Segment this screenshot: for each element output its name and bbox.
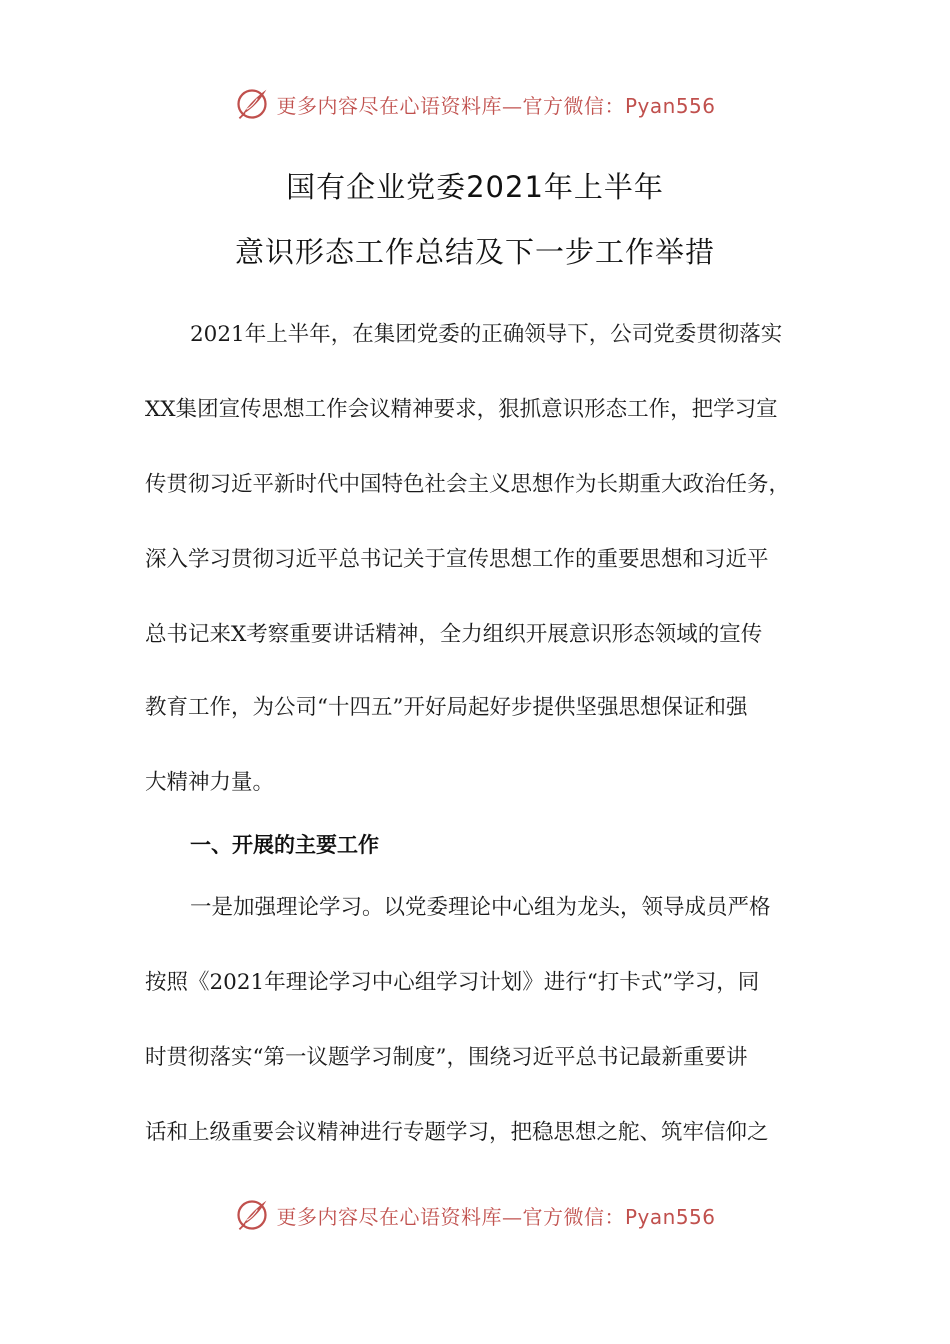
watermark-wechat-id: Pyan556 bbox=[624, 1204, 716, 1229]
paragraph-line: 按照《2021年理论学习中心组学习计划》进行“打卡式”学习，同 bbox=[145, 970, 760, 995]
document-title-line-1: 国有企业党委2021年上半年 bbox=[286, 170, 664, 204]
header-watermark bbox=[0, 82, 950, 126]
paragraph-line: 时贯彻落实“第一议题学习制度”，围绕习近平总书记最新重要讲 bbox=[145, 1045, 748, 1070]
watermark-text: 更多内容尽在心语资料库—官方微信：Pyan556 bbox=[276, 1204, 716, 1229]
quill-pen-logo-icon bbox=[234, 86, 270, 122]
paragraph-line: XX集团宣传思想工作会议精神要求，狠抓意识形态工作，把学习宣 bbox=[145, 397, 778, 422]
paragraph-line: 话和上级重要会议精神进行专题学习，把稳思想之舵、筑牢信仰之 bbox=[145, 1120, 769, 1145]
watermark-wechat-id: Pyan556 bbox=[624, 93, 716, 118]
paragraph-line: 传贯彻习近平新时代中国特色社会主义思想作为长期重大政治任务， bbox=[145, 472, 791, 497]
watermark-text: 更多内容尽在心语资料库—官方微信：Pyan556 bbox=[276, 93, 716, 118]
section-heading: 一、开展的主要工作 bbox=[190, 833, 379, 857]
paragraph-line: 深入学习贯彻习近平总书记关于宣传思想工作的重要思想和习近平 bbox=[145, 547, 769, 572]
paragraph-line: 大精神力量。 bbox=[145, 770, 275, 795]
paragraph-line: 2021年上半年，在集团党委的正确领导下，公司党委贯彻落实 bbox=[190, 322, 783, 347]
paragraph-line: 总书记来X考察重要讲话精神，全力组织开展意识形态领域的宣传 bbox=[145, 622, 763, 647]
quill-pen-logo-icon bbox=[234, 1197, 270, 1233]
paragraph-line: 一是加强理论学习。以党委理论中心组为龙头，领导成员严格 bbox=[190, 895, 771, 920]
footer-watermark bbox=[0, 1193, 950, 1237]
document-title-line-2: 意识形态工作总结及下一步工作举措 bbox=[234, 235, 715, 269]
paragraph-line: 教育工作，为公司“十四五”开好局起好步提供坚强思想保证和强 bbox=[145, 695, 748, 720]
